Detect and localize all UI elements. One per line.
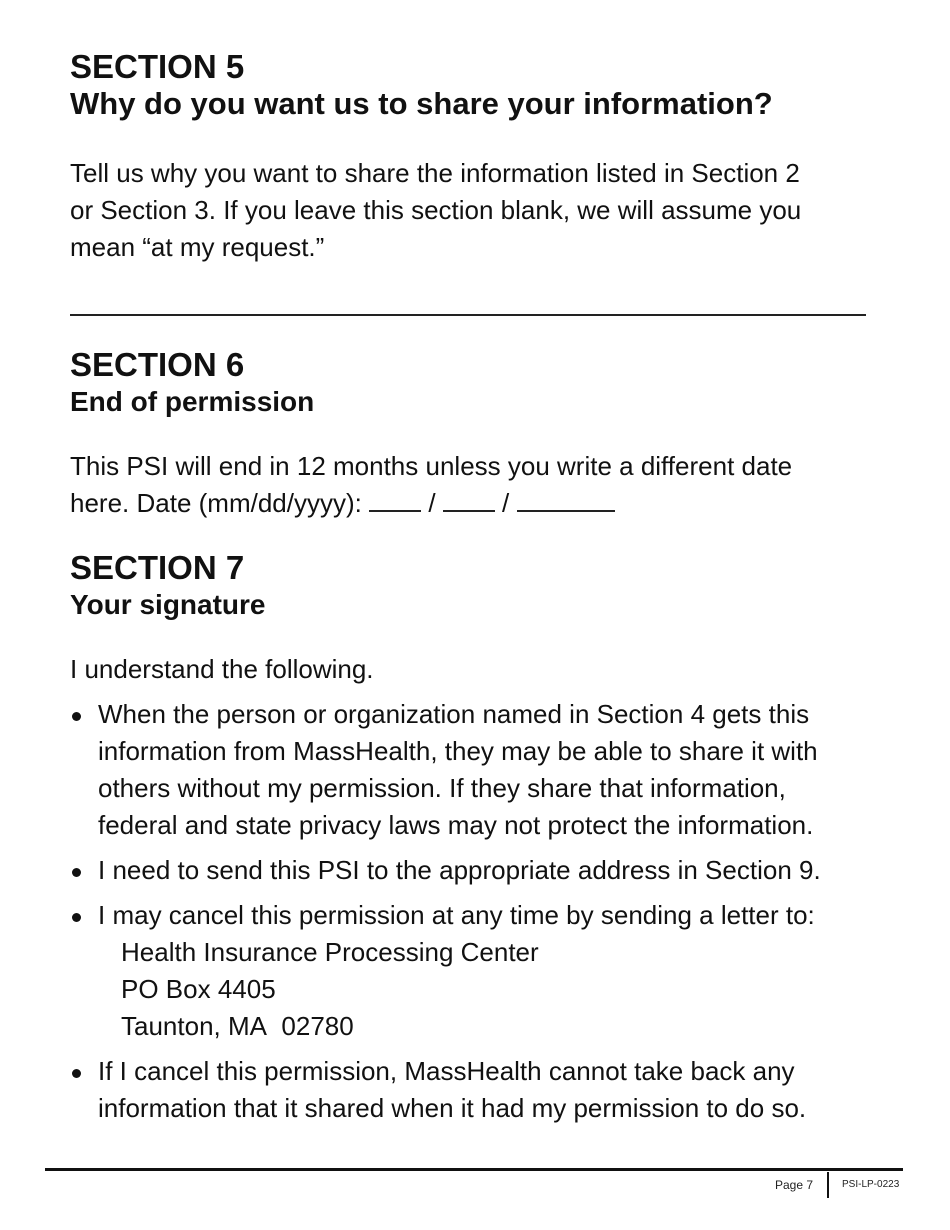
bullet-icon	[72, 712, 81, 721]
list-item: I may cancel this permission at any time by sending a letter to: Health Insurance Processing Center PO Box 4405 Taunton, MA 02780	[70, 897, 900, 1045]
list-item: If I cancel this permission, MassHealth cannot take back any information that it shared when it had my permission to do so.	[70, 1053, 900, 1127]
section-7-number: SECTION 7	[70, 549, 245, 586]
end-date-text: This PSI will end in 12 months unless you write a different date	[70, 451, 793, 481]
section-7-title: Your signature	[70, 589, 266, 620]
section-6	[70, 346, 900, 522]
section-5-line: Tell us why you want to share the information listed in Section 2	[70, 158, 800, 188]
year-blank[interactable]	[517, 486, 615, 512]
section-7	[70, 549, 900, 1127]
month-blank[interactable]	[369, 486, 421, 512]
section-6-number: SECTION 6	[70, 346, 245, 383]
form-code: PSI-LP-0223	[842, 1179, 900, 1190]
day-blank[interactable]	[443, 486, 495, 512]
page-content	[70, 48, 900, 1135]
address-line: Health Insurance Processing Center	[121, 937, 539, 967]
page-number: Page 7	[775, 1178, 814, 1192]
section-7-intro: I understand the following.	[70, 654, 374, 684]
section-6-text	[70, 448, 900, 522]
list-item: I need to send this PSI to the appropriate address in Section 9.	[70, 852, 900, 889]
mailing-address	[98, 934, 900, 1045]
date-separator: /	[502, 488, 510, 518]
section-5-line: or Section 3. If you leave this section blank, we will assume you	[70, 195, 802, 225]
section-5-number: SECTION 5	[70, 48, 245, 85]
bullet-icon	[72, 868, 81, 877]
date-separator: /	[428, 488, 436, 518]
section-5-instructions	[70, 155, 900, 266]
section-5	[70, 48, 900, 316]
end-date-label: here. Date (mm/dd/yyyy):	[70, 488, 362, 518]
bullet-icon	[72, 1069, 81, 1078]
section-5-line: mean “at my request.”	[70, 232, 325, 262]
reason-answer-line[interactable]	[70, 314, 866, 316]
acknowledgment-list	[70, 696, 900, 1127]
footer-rule	[45, 1168, 903, 1171]
section-6-title: End of permission	[70, 386, 315, 417]
section-5-title: Why do you want us to share your information?	[70, 86, 773, 121]
address-line: Taunton, MA 02780	[121, 1011, 354, 1041]
bullet-icon	[72, 913, 81, 922]
footer-divider	[827, 1172, 829, 1198]
address-line: PO Box 4405	[121, 974, 276, 1004]
list-item: When the person or organization named in Section 4 gets this information from MassHealth, they may be able to share it with others without my permission. If they share that information, federal and state privacy laws may not protect the information.	[70, 696, 900, 844]
